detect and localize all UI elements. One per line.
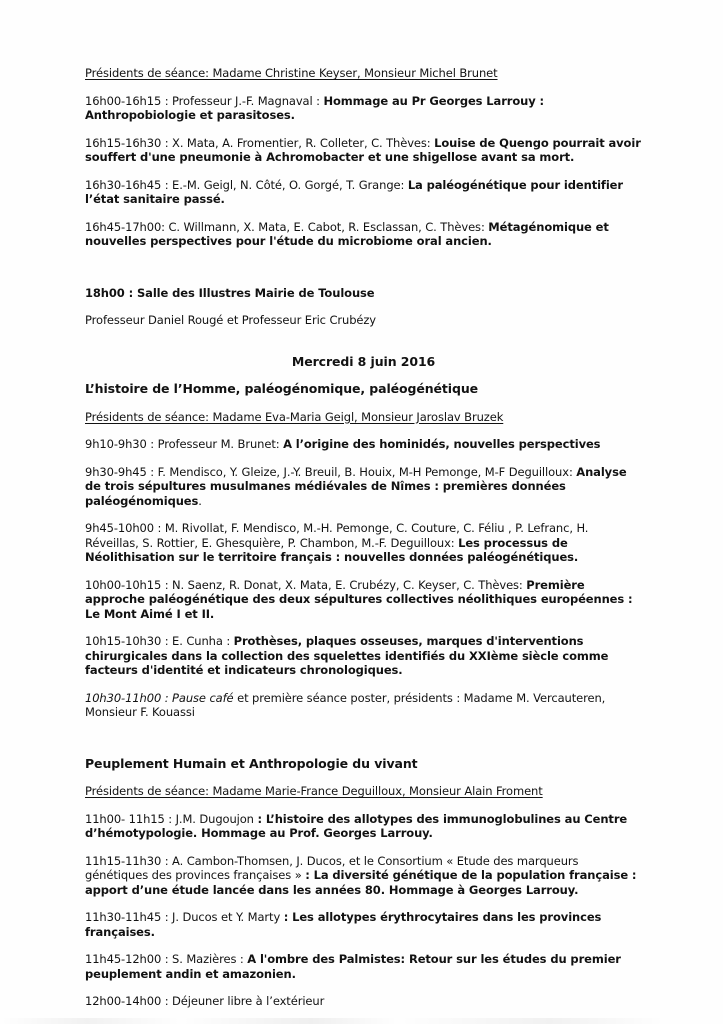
session-entry xyxy=(85,465,642,509)
session-chairs xyxy=(85,784,642,799)
text-run: 11h45-12h00 : S. Mazières : xyxy=(85,952,248,966)
text-run: 12h00-14h00 : Déjeuner libre à l’extérieur xyxy=(85,994,325,1008)
document-body xyxy=(85,66,642,1022)
text-run: Présidents de séance: Madame Eva-Maria Geigl, Monsieur Jaroslav Bruzek xyxy=(85,409,504,424)
text-run: : Les allotypes érythrocytaires dans les provinces françaises. xyxy=(85,910,602,939)
text-run: Métagénomique et nouvelles perspectives pour l'étude du microbiome oral ancien. xyxy=(85,219,609,248)
text-run: 9h45-10h00 : M. Rivollat, F. Mendisco, M.-H. Pemonge, C. Couture, C. Féliu , P. Lefranc, H. Réveillas, S. Rottier, E. Ghesquière, P. Chambon, M.-F. Deguilloux: xyxy=(85,521,589,550)
session-entry xyxy=(85,634,642,678)
text-run: 16h00-16h15 : Professeur J.-F. Magnaval : xyxy=(85,93,324,108)
text-run: Prothèses, plaques osseuses, marques d'interventions chirurgicales dans la collection des squelettes identifiés du XXIème siècle comme facteurs d'identité et indicateurs chronologiques. xyxy=(85,634,609,677)
section-heading xyxy=(85,757,642,772)
text-run: 18h00 : Salle des Illustres Mairie de Toulouse xyxy=(85,285,375,300)
text-run: 16h45-17h00: C. Willmann, X. Mata, E. Cabot, R. Esclassan, C. Thèves: xyxy=(85,219,489,234)
text-run: 9h30-9h45 : F. Mendisco, Y. Gleize, J.-Y. Breuil, B. Houix, M-H Pemonge, M-F Deguilloux: xyxy=(85,464,577,479)
text-run: . xyxy=(198,493,202,508)
session-entry xyxy=(85,952,642,981)
text-run: Hommage au Pr Georges Larrouy : Anthropobiologie et parasitoses. xyxy=(85,93,545,122)
session-entry xyxy=(85,220,642,249)
session-entry xyxy=(85,521,642,565)
scan-artifact xyxy=(0,1018,723,1024)
text-run: 11h30-11h45 : J. Ducos et Y. Marty xyxy=(85,910,284,924)
text-run: A l'ombre des Palmistes: Retour sur les études du premier peuplement andin et amazonien. xyxy=(85,952,621,981)
session-entry xyxy=(85,178,642,207)
text-run: et première séance poster, présidents : Madame M. Vercauteren, Monsieur F. Kouassi xyxy=(85,690,606,719)
text-run: Louise de Quengo pourrait avoir souffert d'une pneumonie à Achromobacter et une shigellose avant sa mort. xyxy=(85,135,641,164)
session-entry xyxy=(85,910,642,939)
text-run: Analyse de trois sépultures musulmanes médiévales de Nîmes : premières données paléogénomiques xyxy=(85,464,627,508)
text-run: 11h00- 11h15 : J.M. Dugoujon xyxy=(85,811,258,826)
text-run: 16h30-16h45 : E.-M. Geigl, N. Côté, O. Gorgé, T. Grange: xyxy=(85,177,408,192)
text-run: Peuplement Humain et Anthropologie du vivant xyxy=(85,755,418,771)
text-run: A l’origine des hominidés, nouvelles perspectives xyxy=(283,437,601,451)
venue-line xyxy=(85,286,642,301)
text-run: Les processus de Néolithisation sur le territoire français : nouvelles données paléogénétiques. xyxy=(85,535,579,564)
date-heading xyxy=(85,355,642,370)
text-run: : L’histoire des allotypes des immunoglobulines au Centre d’hémotypologie. Hommage au Prof. Georges Larrouy. xyxy=(85,811,628,840)
session-entry xyxy=(85,854,642,898)
text-run: 10h00-10h15 : N. Saenz, R. Donat, X. Mata, E. Crubézy, C. Keyser, C. Thèves: xyxy=(85,577,527,592)
text-run: La paléogénétique pour identifier l’état sanitaire passé. xyxy=(85,177,623,206)
text-run: L’histoire de l’Homme, paléogénomique, paléogénétique xyxy=(85,381,478,396)
text-run: Mercredi 8 juin 2016 xyxy=(291,353,436,369)
text-run: 10h15-10h30 : E. Cunha : xyxy=(85,634,234,648)
lunch-line xyxy=(85,994,642,1009)
text-run: Présidents de séance: Madame Marie-France Deguilloux, Monsieur Alain Froment xyxy=(85,784,543,798)
text-run: 9h10-9h30 : Professeur M. Brunet: xyxy=(85,437,284,451)
session-entry xyxy=(85,578,642,622)
text-run: : La diversité génétique de la population française : apport d’une étude lancée dans les années 80. Hommage à Georges Larrouy. xyxy=(85,868,637,897)
session-entry xyxy=(85,136,642,165)
session-entry xyxy=(85,437,642,452)
session-chairs xyxy=(85,66,642,81)
text-run: Professeur Daniel Rougé et Professeur Eric Crubézy xyxy=(85,313,377,327)
break-line xyxy=(85,691,642,720)
session-entry xyxy=(85,94,642,123)
text-run: Présidents de séance: Madame Christine Keyser, Monsieur Michel Brunet xyxy=(85,66,498,80)
text-run: 16h15-16h30 : X. Mata, A. Fromentier, R. Colleter, C. Thèves: xyxy=(85,135,435,150)
section-heading xyxy=(85,382,642,397)
speakers-line xyxy=(85,313,642,328)
text-run: 10h30-11h00 : Pause café xyxy=(85,690,234,705)
session-chairs xyxy=(85,410,642,425)
text-run: 11h15-11h30 : A. Cambon-Thomsen, J. Ducos, et le Consortium « Etude des marqueurs génétiques des provinces françaises » xyxy=(85,853,579,882)
session-entry xyxy=(85,812,642,841)
text-run: Première approche paléogénétique des deux sépultures collectives néolithiques européennes : Le Mont Aimé I et II. xyxy=(85,577,633,621)
